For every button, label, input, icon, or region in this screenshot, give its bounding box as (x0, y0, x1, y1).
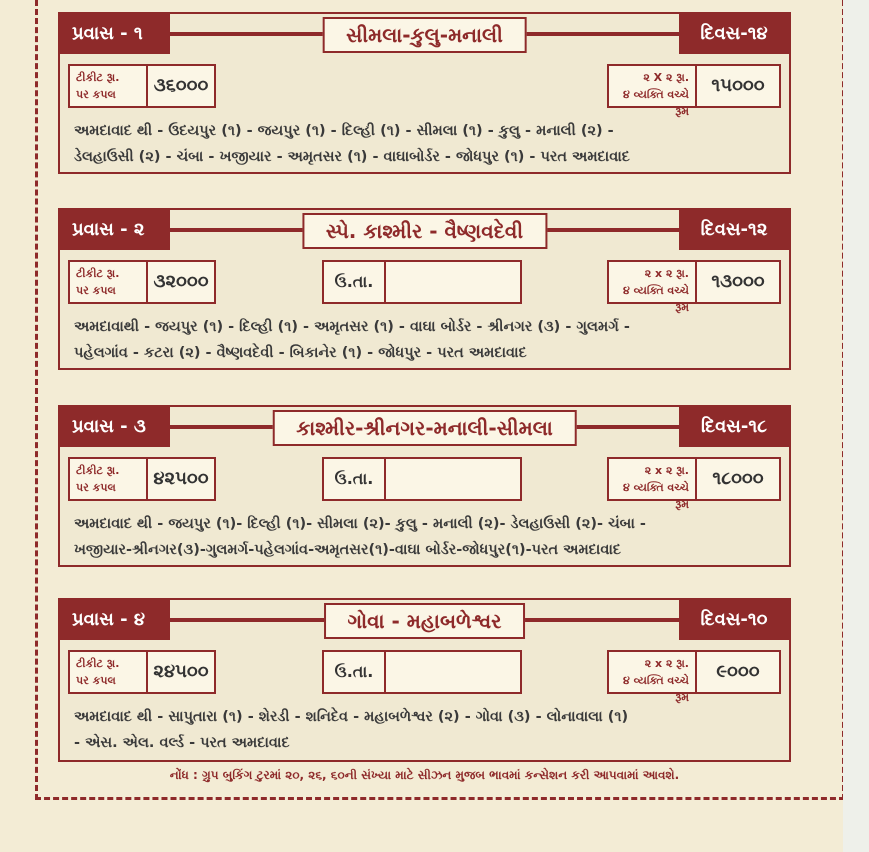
tour-card-2 (58, 208, 791, 370)
tour-header (60, 407, 789, 447)
tour-header (60, 600, 789, 640)
fare-box: ટીકીટ રૂા. પર કપલ ૩૨૦૦૦ (68, 260, 216, 304)
room-box: ૨ x ૨ રૂા. ૪ વ્યક્તિ વચ્ચે રૂમ ૧૮૦૦૦ (607, 457, 781, 501)
tour-days: દિવસ-૧૪ (679, 14, 789, 54)
tour-title: સીમલા-કુલુ-મનાલી (322, 17, 527, 53)
room-box: ૨ X ૨ રૂા. ૪ વ્યક્તિ વચ્ચે રૂમ ૧૫૦૦૦ (607, 64, 781, 108)
tour-number: પ્રવાસ - ૩ (60, 407, 170, 447)
room-value: ૧૫૦૦૦ (711, 75, 765, 96)
route-text: અમદાવાથી - જયપુર (૧) - દિલ્હી (૧) - અમૃતસર (૧) - વાઘા બોર્ડર - શ્રીનગર (૩) - ગુલમર્ગ - પહેલગાંવ - કટરા (૨) - વૈષ્ણવદેવી - બિકાનેર (૧) - જોધપુર - પરત અમદાવાદ (74, 319, 630, 361)
departure-date-box (322, 650, 522, 694)
tour-days: દિવસ-૧૦ (679, 600, 789, 640)
page-edge (843, 0, 869, 852)
departure-date-value (386, 262, 520, 302)
departure-date-box (322, 457, 522, 501)
room-box: ૨ x ૨ રૂા. ૪ વ્યક્તિ વચ્ચે રૂમ ૧૩૦૦૦ (607, 260, 781, 304)
room-value: ૧૮૦૦૦ (712, 468, 764, 489)
tour-days: દિવસ-૧૮ (679, 407, 789, 447)
tour-card-3 (58, 405, 791, 567)
tour-card-1 (58, 12, 791, 174)
tour-title: સ્પે. કાશ્મીર - વૈષ્ણવદેવી (302, 213, 547, 249)
tour-number: પ્રવાસ - ૧ (60, 14, 170, 54)
tour-number: પ્રવાસ - ૨ (60, 210, 170, 250)
fare-value: ૪૨૫૦૦ (153, 468, 209, 489)
room-value: ૧૩૦૦૦ (711, 271, 765, 292)
tour-title: ગોવા - મહાબળેશ્વર (324, 603, 526, 639)
fare-box: ટીકીટ રૂા. પર કપલ ૪૨૫૦૦ (68, 457, 216, 501)
departure-date-label: ઉ.તા. (324, 459, 386, 499)
tour-card-4 (58, 598, 791, 762)
room-box: ૨ x ૨ રૂા. ૪ વ્યક્તિ વચ્ચે રૂમ ૯૦૦૦ (607, 650, 781, 694)
room-value: ૯૦૦૦ (716, 661, 760, 682)
departure-date-value (386, 652, 520, 692)
tour-title: કાશ્મીર-શ્રીનગર-મનાલી-સીમલા (272, 410, 577, 446)
departure-date-value (386, 459, 520, 499)
tour-header (60, 210, 789, 250)
departure-date-label: ઉ.તા. (324, 262, 386, 302)
route-text: અમદાવાદ થી - સાપુતારા (૧) - શેરડી - શનિદેવ - મહાબળેશ્વર (૨) - ગોવા (૩) - લોનાવાલા (૧) - એસ. એલ. વર્લ્ડ - પરત અમદાવાદ (74, 709, 629, 751)
fare-value: ૩૬૦૦૦ (153, 75, 209, 96)
fare-value: ૩૨૦૦૦ (153, 271, 209, 292)
fare-box: ટીકીટ રૂા. પર કપલ ૩૬૦૦૦ (68, 64, 216, 108)
tour-number: પ્રવાસ - ૪ (60, 600, 170, 640)
route-text: અમદાવાદ થી - ઉદયપુર (૧) - જયપુર (૧) - દિલ્હી (૧) - સીમલા (૧) - કુલુ - મનાલી (૨) - ડેલહાઉસી (૨) - ચંબા - ખજીયાર - અમૃતસર (૧) - વાઘાબોર્ડર - જોધપુર (૧) - પરત અમદાવાદ (74, 123, 630, 165)
fare-box: ટીકીટ રૂા. પર કપલ ૨૪૫૦૦ (68, 650, 216, 694)
tour-days: દિવસ-૧૨ (679, 210, 789, 250)
departure-date-box (322, 260, 522, 304)
route-text: અમદાવાદ થી - જયપુર (૧)- દિલ્હી (૧)- સીમલા (૨)- કુલુ - મનાલી (૨)- ડેલહાઉસી (૨)- ચંબા - ખજીયાર-શ્રીનગર(૩)-ગુલમર્ગ-પહેલગાંવ-અમૃતસર(૧)-વાઘા બોર્ડર-જોધપુર(૧)-પરત અમદાવાદ (74, 516, 646, 558)
footer-note: નોંધ : ગ્રુપ બુકિંગ ટુરમાં ૨૦, ૨૬, ૬૦ની સંખ્યા માટે સીઝન મુજબ ભાવમાં કન્સેશન કરી આપવામાં આવશે. (169, 768, 680, 782)
departure-date-label: ઉ.તા. (324, 652, 386, 692)
tour-header (60, 14, 789, 54)
fare-value: ૨૪૫૦૦ (153, 661, 209, 682)
